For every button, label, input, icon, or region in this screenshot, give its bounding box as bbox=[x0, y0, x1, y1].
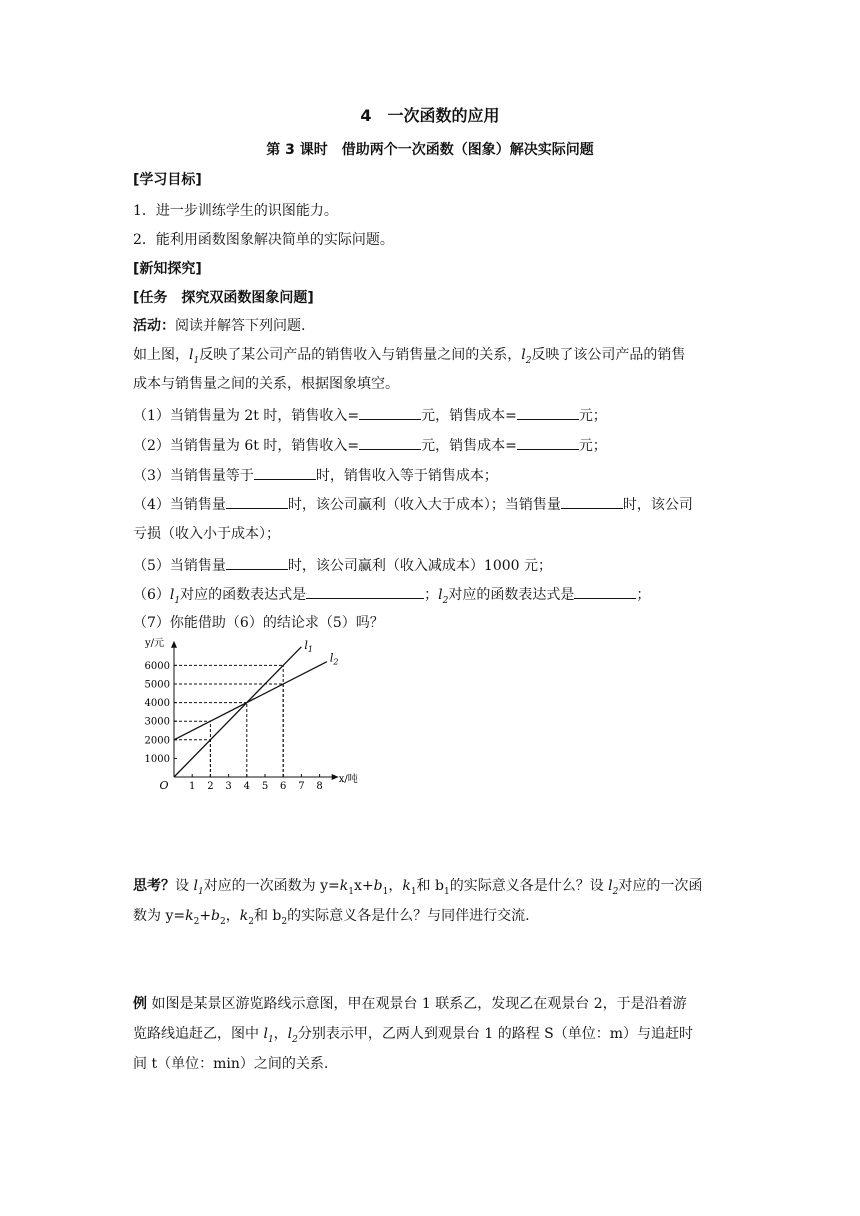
think-text: 和 bbox=[416, 878, 435, 894]
l-letter: l bbox=[608, 878, 613, 894]
q-text: （6） bbox=[133, 587, 170, 603]
x-tick-label: 4 bbox=[243, 781, 250, 792]
l-letter: l bbox=[438, 587, 443, 603]
b-letter: b bbox=[211, 908, 221, 924]
think-text: x+ bbox=[353, 878, 374, 894]
q-text: （1）当销售量为 2t 时，销售收入= bbox=[133, 408, 360, 424]
think-text: 和 bbox=[253, 908, 273, 924]
comma: ， bbox=[273, 1026, 288, 1042]
example-text: 分别表示甲，乙两人到观景台 1 的路程 S（单位：m）与追赶时 bbox=[297, 1026, 694, 1042]
subscript-1: 1 bbox=[348, 886, 354, 897]
q-text: 对应的函数表达式是 bbox=[180, 587, 307, 603]
q-text: 时，该公司赢利（收入大于成本）；当销售量 bbox=[287, 497, 561, 513]
explore-heading: [新知探究] bbox=[133, 261, 202, 277]
series-label-l2 bbox=[330, 652, 339, 667]
answer-blank[interactable] bbox=[574, 584, 636, 599]
q-text: （5）当销售量 bbox=[133, 558, 226, 574]
answer-blank[interactable] bbox=[561, 494, 623, 509]
q-text: 时，销售收入等于销售成本； bbox=[315, 468, 498, 484]
intro-text: 如上图， bbox=[133, 347, 189, 363]
l1-symbol bbox=[169, 587, 181, 606]
subscript-2: 2 bbox=[612, 886, 619, 897]
intro-line-1 bbox=[133, 345, 685, 371]
q-text: 元，销售成本= bbox=[421, 438, 517, 454]
goal-1: 1．进一步训练学生的识图能力。 bbox=[133, 203, 338, 219]
x-tick-label: 5 bbox=[261, 781, 269, 792]
l1-symbol bbox=[193, 878, 204, 897]
subscript-2: 2 bbox=[292, 1034, 298, 1045]
l1-symbol bbox=[263, 1026, 274, 1045]
answer-blank[interactable] bbox=[226, 555, 288, 570]
y-tick-label: 3000 bbox=[144, 716, 170, 728]
subscript-1: 1 bbox=[267, 1034, 274, 1045]
subscript-1: 1 bbox=[193, 355, 200, 366]
question-7: （7）你能借助（6）的结论求（5）吗？ bbox=[133, 615, 384, 631]
l-letter: l bbox=[287, 1026, 293, 1042]
think-text: 的实际意义各是什么？设 bbox=[449, 878, 609, 894]
example-line-2 bbox=[133, 1024, 693, 1050]
subscript-2: 2 bbox=[220, 916, 226, 927]
series-line-l1 bbox=[174, 647, 301, 777]
answer-blank[interactable] bbox=[226, 494, 288, 509]
subscript-1: 1 bbox=[197, 886, 204, 897]
question-1 bbox=[133, 405, 607, 426]
think-line-1 bbox=[133, 876, 702, 902]
series-label-letter: l bbox=[329, 651, 334, 665]
page-subtitle: 第 3 课时 借助两个一次函数（图象）解决实际问题 bbox=[266, 142, 594, 158]
l-letter: l bbox=[169, 587, 175, 603]
answer-blank[interactable] bbox=[517, 435, 579, 450]
subscript-1: 1 bbox=[443, 886, 450, 897]
k-letter: k bbox=[402, 878, 411, 894]
y-tick-label: 6000 bbox=[144, 660, 170, 672]
sales-chart bbox=[140, 632, 370, 802]
subscript-2: 2 bbox=[193, 916, 200, 927]
series-label-subscript: 1 bbox=[307, 644, 314, 654]
intro-line-2: 成本与销售量之间的关系，根据图象填空。 bbox=[133, 376, 399, 392]
l-letter: l bbox=[193, 878, 198, 894]
y-axis-label: y/元 bbox=[145, 637, 165, 649]
question-3 bbox=[133, 465, 498, 486]
subscript-2: 2 bbox=[281, 916, 288, 927]
b-letter: b bbox=[272, 908, 282, 924]
l2-symbol bbox=[521, 347, 532, 366]
think-line-2 bbox=[133, 906, 530, 932]
example-line-1 bbox=[133, 994, 687, 1014]
series-label-l1 bbox=[304, 639, 313, 654]
think-text: 对应的一次函数为 y= bbox=[203, 878, 340, 894]
l2-symbol bbox=[287, 1026, 298, 1045]
example-label: 例 bbox=[133, 996, 147, 1012]
subscript-2: 2 bbox=[525, 355, 532, 366]
subscript-1: 1 bbox=[410, 886, 417, 897]
activity-label: 活动： bbox=[133, 318, 175, 334]
think-label: 思考？ bbox=[133, 878, 175, 894]
q-text: （4）当销售量 bbox=[133, 497, 226, 513]
q-text: 时，该公司赢利（收入减成本）1000 元； bbox=[287, 558, 552, 574]
l-letter: l bbox=[189, 347, 194, 363]
y-tick-label: 5000 bbox=[144, 679, 170, 691]
l2-symbol bbox=[438, 587, 449, 606]
y-tick-label: 4000 bbox=[144, 698, 170, 710]
b-letter: b bbox=[435, 878, 444, 894]
intro-text: 反映了该公司产品的销售 bbox=[531, 347, 686, 363]
b-letter: b bbox=[373, 878, 383, 894]
goal-2: 2．能利用函数图象解决简单的实际问题。 bbox=[133, 232, 394, 248]
subscript-1: 1 bbox=[174, 595, 181, 606]
intro-text: 反映了某公司产品的销售收入与销售量之间的关系， bbox=[199, 347, 522, 363]
q-text: （2）当销售量为 6t 时，销售收入= bbox=[133, 438, 360, 454]
question-4-cont: 亏损（收入小于成本）； bbox=[133, 526, 280, 542]
x-tick-label: 2 bbox=[207, 781, 214, 792]
x-axis-label: x/吨 bbox=[338, 774, 358, 785]
x-tick-label: 7 bbox=[298, 781, 305, 792]
think-text: ， bbox=[225, 908, 240, 924]
k-letter: k bbox=[339, 878, 349, 894]
example-text: 览路线追赶乙，图中 bbox=[133, 1026, 264, 1042]
q-text: （3）当销售量等于 bbox=[133, 468, 254, 484]
answer-blank[interactable] bbox=[359, 435, 421, 450]
answer-blank[interactable] bbox=[254, 465, 316, 480]
answer-blank[interactable] bbox=[517, 405, 579, 420]
goals-heading: [学习目标] bbox=[133, 172, 202, 188]
example-text: 如图是某景区游览路线示意图，甲在观景台 1 联系乙，发现乙在观景台 2，于是沿着游 bbox=[147, 996, 687, 1012]
y-tick-label: 1000 bbox=[144, 753, 170, 765]
think-text: 对应的一次函 bbox=[618, 878, 703, 894]
series-label-letter: l bbox=[304, 638, 308, 652]
x-tick-label: 6 bbox=[280, 781, 287, 792]
k-letter: k bbox=[239, 908, 249, 924]
question-6 bbox=[133, 584, 650, 611]
answer-blank[interactable] bbox=[359, 405, 421, 420]
x-axis-arrow bbox=[332, 774, 339, 780]
y-axis-arrow bbox=[171, 641, 177, 648]
think-text: 的实际意义各是什么？与同伴进行交流. bbox=[287, 908, 530, 924]
q-text: 元； bbox=[578, 438, 607, 454]
x-tick-label: 1 bbox=[189, 781, 196, 792]
answer-blank[interactable] bbox=[306, 584, 424, 599]
subscript-2: 2 bbox=[248, 916, 254, 927]
k-letter: k bbox=[185, 908, 194, 924]
question-2 bbox=[133, 435, 607, 456]
example-line-3: 间 t（单位：min）之间的关系. bbox=[133, 1056, 329, 1072]
q-text: ； bbox=[636, 587, 651, 603]
subscript-2: 2 bbox=[442, 595, 449, 606]
question-5 bbox=[133, 555, 552, 576]
think-text: ， bbox=[388, 878, 403, 894]
q-text: 对应的函数表达式是 bbox=[448, 587, 575, 603]
x-tick-label: 3 bbox=[225, 781, 232, 792]
l2-symbol bbox=[608, 878, 619, 897]
q-text: ； bbox=[424, 587, 439, 603]
think-text: 数为 y= bbox=[133, 908, 186, 924]
subscript-1: 1 bbox=[382, 886, 389, 897]
activity-text: 阅读并解答下列问题. bbox=[175, 318, 306, 334]
origin-label: O bbox=[159, 779, 169, 792]
l-letter: l bbox=[263, 1026, 268, 1042]
think-text: 设 bbox=[175, 878, 194, 894]
plus-sign: + bbox=[199, 908, 212, 924]
q-text: 元； bbox=[578, 408, 607, 424]
q-text: 时，该公司 bbox=[622, 497, 693, 513]
task-heading: [任务 探究双函数图象问题] bbox=[133, 290, 314, 306]
series-line-l2 bbox=[174, 662, 327, 740]
l-letter: l bbox=[521, 347, 526, 363]
y-tick-label: 2000 bbox=[144, 735, 170, 747]
l1-symbol bbox=[189, 347, 200, 366]
question-4 bbox=[133, 494, 693, 515]
activity-line bbox=[133, 316, 305, 336]
page-title: 4 一次函数的应用 bbox=[360, 106, 500, 125]
q-text: 元，销售成本= bbox=[421, 408, 517, 424]
x-tick-label: 8 bbox=[316, 781, 323, 792]
series-label-subscript: 2 bbox=[333, 657, 339, 667]
